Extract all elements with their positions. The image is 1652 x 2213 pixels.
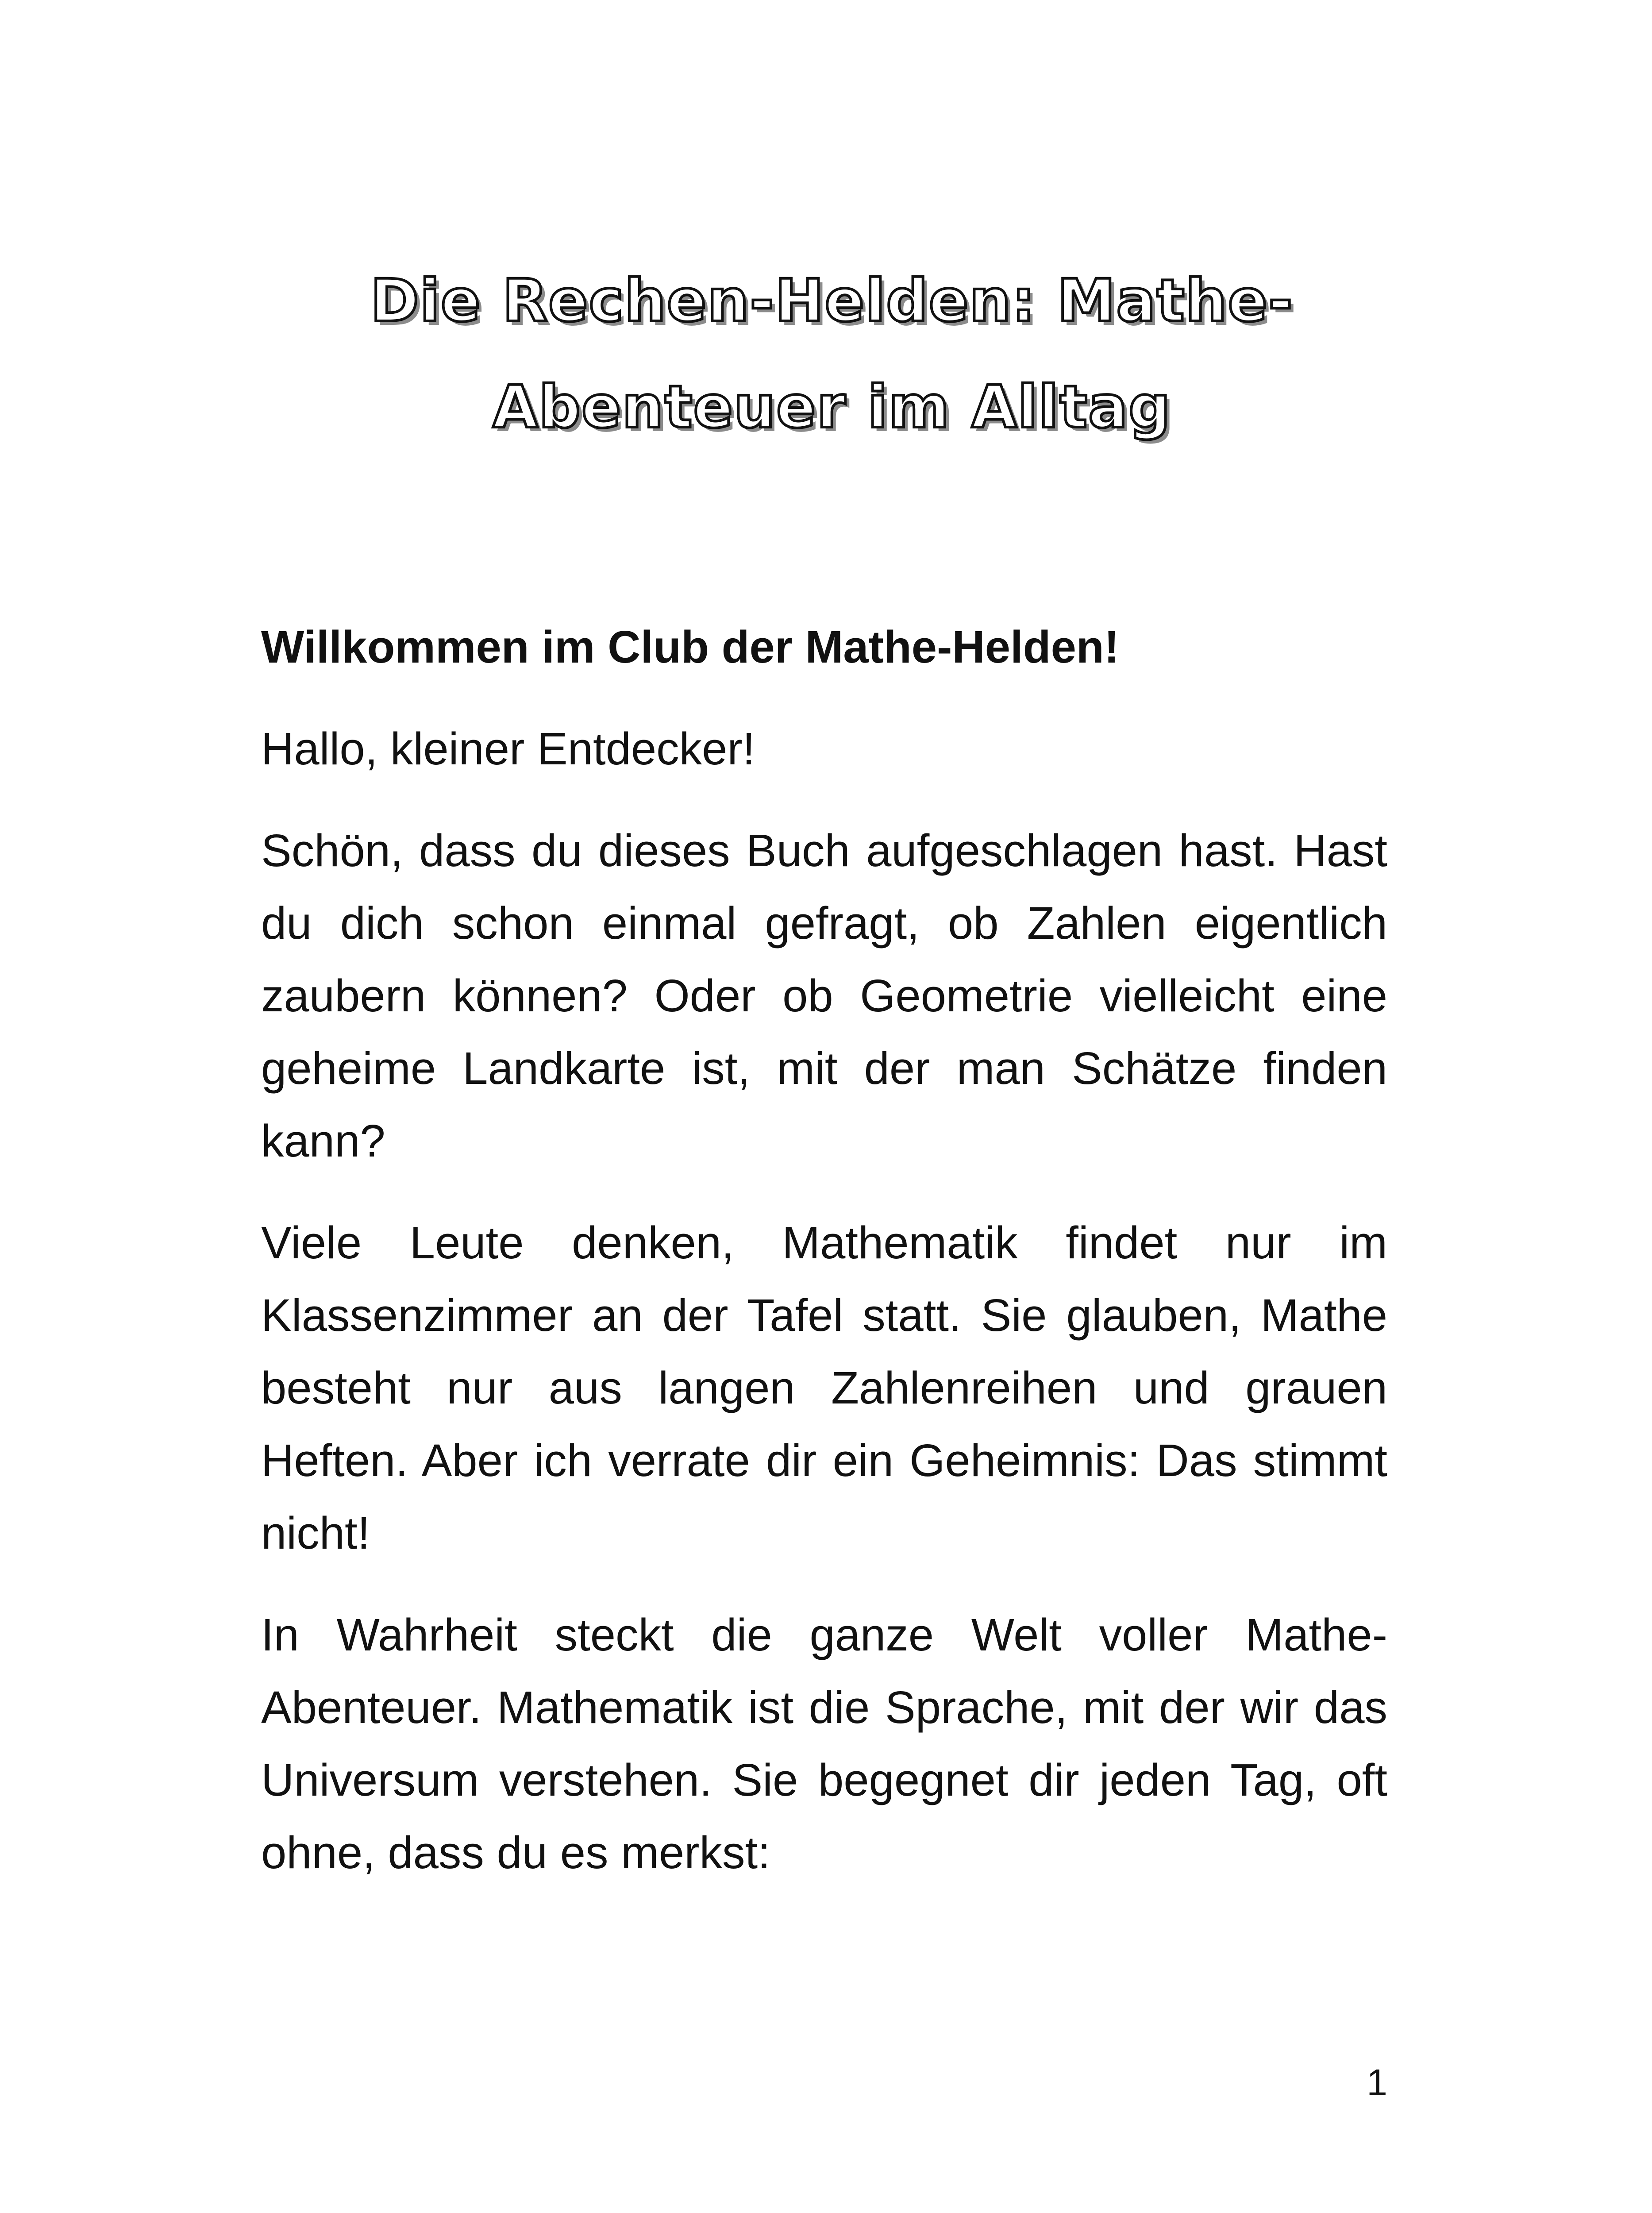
title-line-1: Die Rechen-Helden: Mathe- [370,267,1294,335]
paragraph-world: In Wahrheit steckt die ganze Welt voller Mathe-Abenteuer. Mathematik ist die Sprache, mit der wir das Universum verstehen. Sie begegnet dir jeden Tag, oft ohne, dass du es merkst: [261,1609,1387,1878]
section-heading: Willkommen im Club der Mathe-Helden! [261,621,1120,672]
page-number: 1 [1367,2062,1387,2103]
page-title [336,248,1328,460]
title-line-2: Abenteuer im Alltag [493,373,1171,441]
paragraph-greeting: Hallo, kleiner Entdecker! [261,723,755,774]
paragraph-classroom: Viele Leute denken, Mathematik findet nur im Klassenzimmer an der Tafel statt. Sie glauben, Mathe besteht nur aus langen Zahlenreihen und grauen Heften. Aber ich verrate dir ein Geheimnis: Das stimmt nicht! [261,1217,1387,1558]
page-body [261,611,1387,1918]
paragraph-intro: Schön, dass du dieses Buch aufgeschlagen hast. Hast du dich schon einmal gefragt, ob Zahlen eigentlich zaubern können? Oder ob Geometrie vielleicht eine geheime Landkarte ist, mit der man Schätze finden kann? [261,825,1387,1166]
